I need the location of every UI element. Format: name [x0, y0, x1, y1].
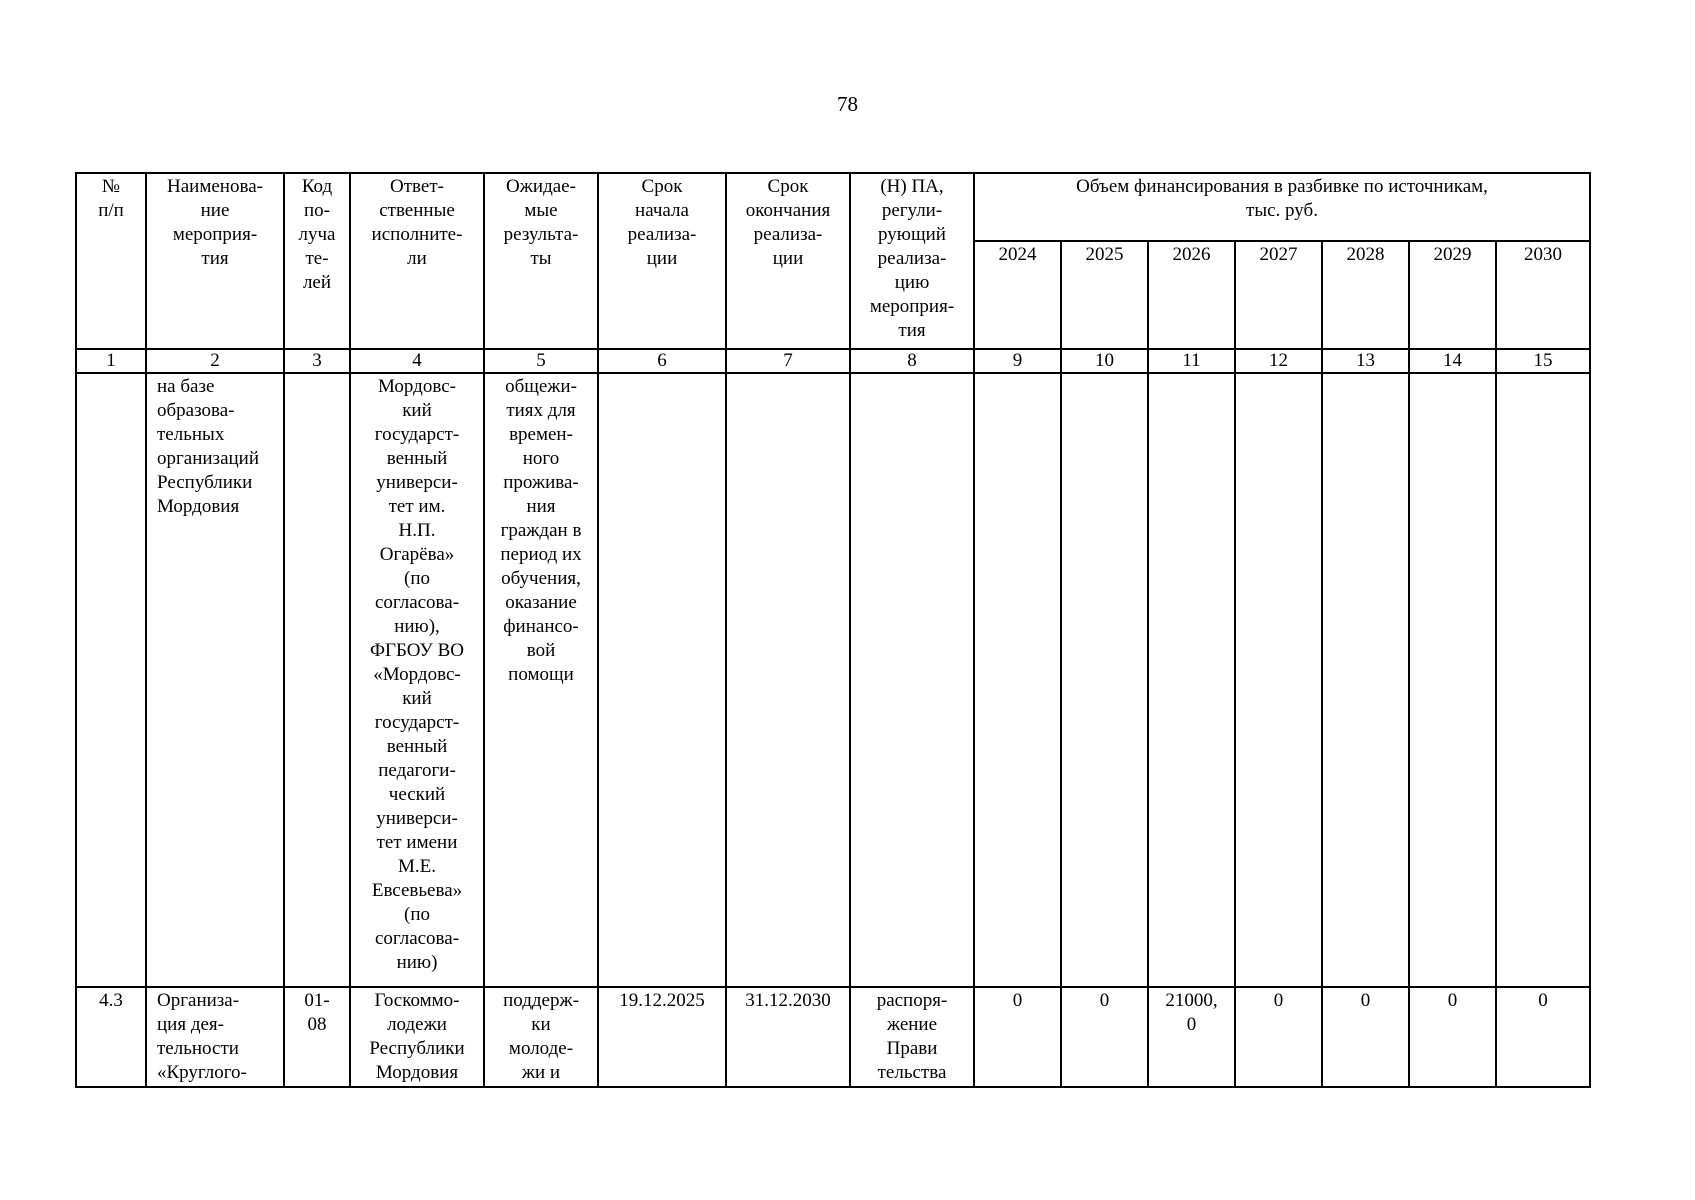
- cell-result: общежи- тиях для времен- ного прожива- ния граждан в период их обучения, оказание финансо- вой помощи: [484, 373, 598, 987]
- header-start: Срок начала реализа- ции: [598, 173, 726, 349]
- cell-value: 0: [974, 987, 1061, 1087]
- column-number: 10: [1061, 349, 1148, 373]
- header-num: № п/п: [76, 173, 146, 349]
- cell-code: 01- 08: [284, 987, 350, 1087]
- cell-value: 0: [1235, 987, 1322, 1087]
- column-number: 11: [1148, 349, 1235, 373]
- cell-responsible: Госкоммо- лодежи Республики Мордовия: [350, 987, 484, 1087]
- cell-value: 21000, 0: [1148, 987, 1235, 1087]
- column-number: 5: [484, 349, 598, 373]
- cell-name: на базе образова- тельных организаций Республики Мордовия: [146, 373, 284, 987]
- cell-value: 0: [1322, 987, 1409, 1087]
- header-year: 2028: [1322, 241, 1409, 349]
- table-row: [76, 373, 1590, 987]
- cell-code: [284, 373, 350, 987]
- header-npa: (Н) ПА, регули- рующий реализа- цию мероприя- тия: [850, 173, 974, 349]
- table-header-row: [76, 173, 1590, 241]
- cell-num: 4.3: [76, 987, 146, 1087]
- column-number: 6: [598, 349, 726, 373]
- cell-num: [76, 373, 146, 987]
- column-number: 15: [1496, 349, 1590, 373]
- cell-end: [726, 373, 850, 987]
- header-name: Наименова- ние мероприя- тия: [146, 173, 284, 349]
- header-result: Ожидае- мые результа- ты: [484, 173, 598, 349]
- cell-value: [1235, 373, 1322, 987]
- header-year: 2029: [1409, 241, 1496, 349]
- column-number: 14: [1409, 349, 1496, 373]
- table-row: [76, 987, 1590, 1087]
- cell-end: 31.12.2030: [726, 987, 850, 1087]
- cell-value: [1496, 373, 1590, 987]
- header-finance: Объем финансирования в разбивке по источникам, тыс. руб.: [974, 173, 1590, 241]
- cell-name: Организа- ция дея- тельности «Круглого-: [146, 987, 284, 1087]
- column-number: 4: [350, 349, 484, 373]
- cell-value: [1409, 373, 1496, 987]
- cell-value: 0: [1409, 987, 1496, 1087]
- cell-responsible: Мордовс- кий государст- венный универси- тет им. Н.П. Огарёва» (по согласова- нию), ФГБОУ ВО «Мордовс- кий государст- венный педагоги- ческий универси- тет имени М.Е. Евсевьева» (по согласова- нию): [350, 373, 484, 987]
- cell-result: поддерж- ки молоде- жи и: [484, 987, 598, 1087]
- column-number: 12: [1235, 349, 1322, 373]
- column-number: 8: [850, 349, 974, 373]
- column-number: 3: [284, 349, 350, 373]
- cell-value: [1322, 373, 1409, 987]
- column-number: 9: [974, 349, 1061, 373]
- header-year: 2026: [1148, 241, 1235, 349]
- header-responsible: Ответ- ственные исполните- ли: [350, 173, 484, 349]
- cell-start: 19.12.2025: [598, 987, 726, 1087]
- column-number: 1: [76, 349, 146, 373]
- cell-value: [1148, 373, 1235, 987]
- page-number: 78: [837, 92, 858, 116]
- cell-npa: распоря- жение Прави тельства: [850, 987, 974, 1087]
- column-number-row: [76, 349, 1590, 373]
- cell-start: [598, 373, 726, 987]
- cell-value: 0: [1061, 987, 1148, 1087]
- column-number: 2: [146, 349, 284, 373]
- header-end: Срок окончания реализа- ции: [726, 173, 850, 349]
- header-year: 2030: [1496, 241, 1590, 349]
- header-year: 2024: [974, 241, 1061, 349]
- cell-value: [974, 373, 1061, 987]
- header-year: 2025: [1061, 241, 1148, 349]
- column-number: 7: [726, 349, 850, 373]
- header-code: Код по- луча те- лей: [284, 173, 350, 349]
- column-number: 13: [1322, 349, 1409, 373]
- activities-table: [75, 172, 1591, 1088]
- cell-npa: [850, 373, 974, 987]
- cell-value: 0: [1496, 987, 1590, 1087]
- cell-value: [1061, 373, 1148, 987]
- header-year: 2027: [1235, 241, 1322, 349]
